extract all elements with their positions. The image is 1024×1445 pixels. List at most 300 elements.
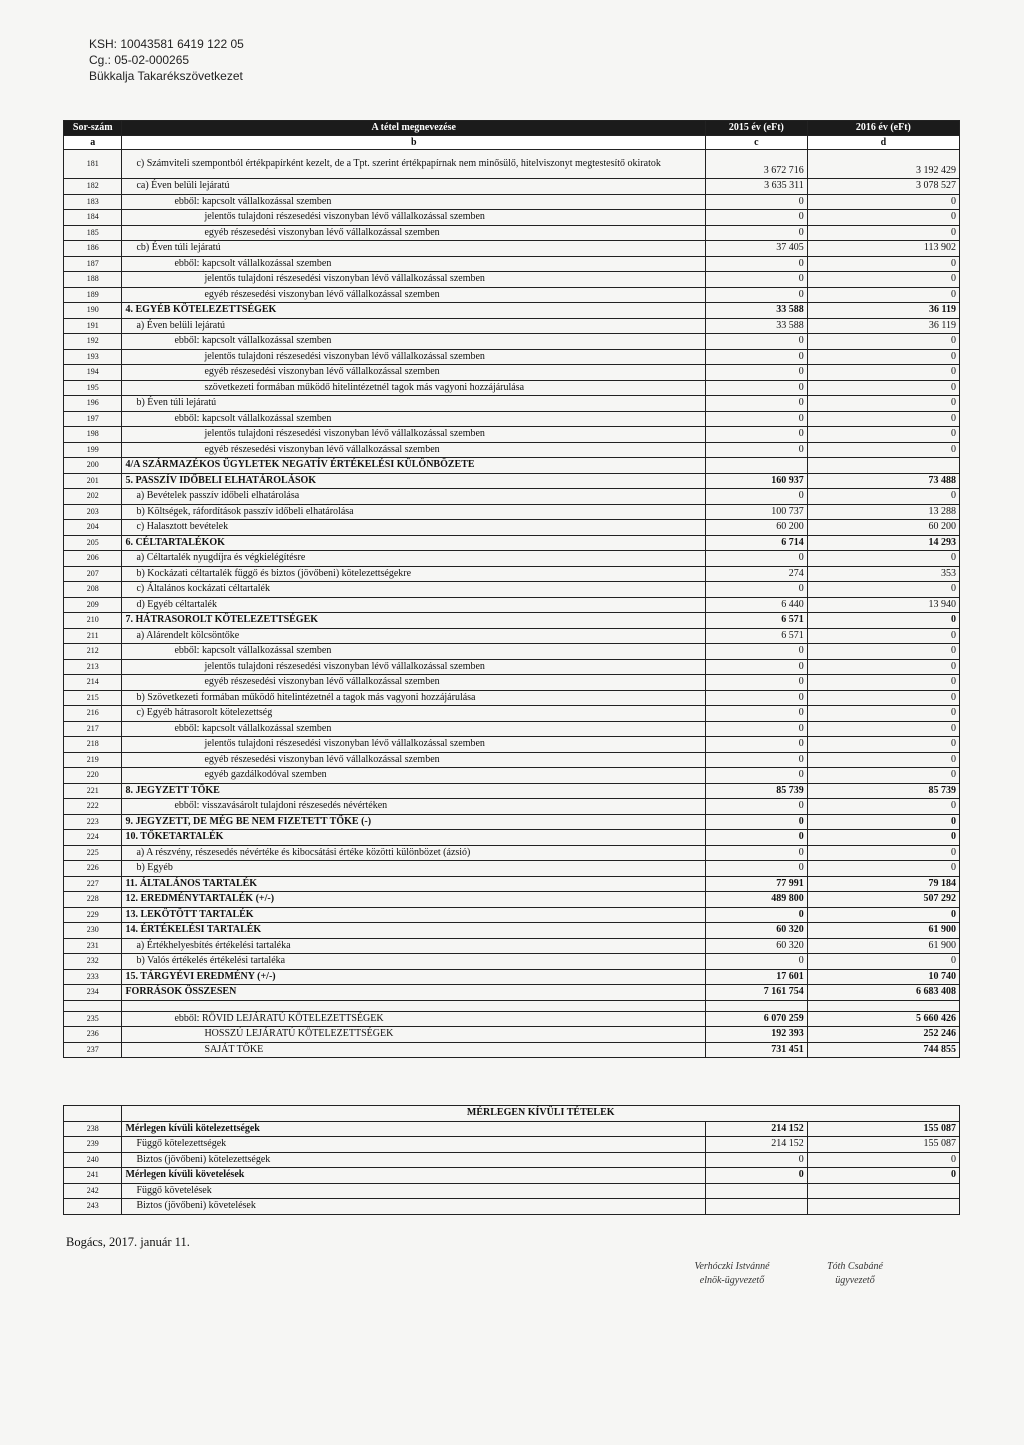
table-row: [64, 535, 960, 551]
value-2016: 0: [807, 706, 959, 722]
value-2016: 13 940: [807, 597, 959, 613]
value-2016: 0: [807, 582, 959, 598]
row-number: 204: [64, 520, 122, 536]
company-name: Bükkalja Takarékszövetkezet: [89, 69, 243, 83]
item-label: Biztos (jövőbeni) követelések: [122, 1199, 706, 1215]
value-2015: 85 739: [706, 783, 808, 799]
row-number: 223: [64, 814, 122, 830]
item-label: a) A részvény, részesedés névértéke és kibocsátási értéke közötti különbözet (ázsió): [122, 845, 706, 861]
value-2016: 0: [807, 287, 959, 303]
table-row: [64, 907, 960, 923]
row-number: 217: [64, 721, 122, 737]
value-2015: 33 588: [706, 303, 808, 319]
value-2016: 0: [807, 737, 959, 753]
value-2015: 0: [706, 675, 808, 691]
table-row: [64, 690, 960, 706]
row-number: 226: [64, 861, 122, 877]
value-2016: 0: [807, 628, 959, 644]
row-number: 216: [64, 706, 122, 722]
value-2015: 0: [706, 427, 808, 443]
value-2016: 0: [807, 210, 959, 226]
ksh-number: KSH: 10043581 6419 122 05: [89, 37, 244, 51]
table-row: [64, 442, 960, 458]
item-label: egyéb gazdálkodóval szemben: [122, 768, 706, 784]
value-2015: 33 588: [706, 318, 808, 334]
off-balance-table: [63, 1105, 960, 1215]
value-2016: 0: [807, 396, 959, 412]
value-2015: 0: [706, 380, 808, 396]
table-row: [64, 504, 960, 520]
value-2015: 0: [706, 210, 808, 226]
row-number: 229: [64, 907, 122, 923]
signature1-role: elnök-ügyvezető: [699, 1275, 765, 1286]
value-2015: 0: [706, 706, 808, 722]
table-row: [64, 830, 960, 846]
spacer-cell: [64, 1000, 122, 1011]
value-2015: [706, 1183, 808, 1199]
signature-block-2: [810, 1260, 900, 1288]
item-label: a) Bevételek passzív időbeli elhatárolása: [122, 489, 706, 505]
value-2016: 0: [807, 907, 959, 923]
row-number: 201: [64, 473, 122, 489]
value-2015: 0: [706, 489, 808, 505]
table-row: [64, 814, 960, 830]
row-number: 200: [64, 458, 122, 474]
value-2015: 0: [706, 365, 808, 381]
header-2015: 2015 év (eFt): [706, 121, 808, 136]
item-label: 5. PASSZÍV IDŐBELI ELHATÁROLÁSOK: [122, 473, 706, 489]
value-2015: 0: [706, 830, 808, 846]
item-label: 12. EREDMÉNYTARTALÉK (+/-): [122, 892, 706, 908]
value-2016: 0: [807, 690, 959, 706]
value-2015: 0: [706, 721, 808, 737]
value-2015: 6 070 259: [706, 1011, 808, 1027]
value-2015: 3 635 311: [706, 179, 808, 195]
item-label: szövetkezeti formában működő hitelintézetnél tagok más vagyoni hozzájárulása: [122, 380, 706, 396]
balance-sheet-body: [64, 150, 960, 1058]
value-2016: 744 855: [807, 1042, 959, 1058]
value-2016: 0: [807, 194, 959, 210]
table-row: [64, 349, 960, 365]
table-row: [64, 737, 960, 753]
value-2016: 61 900: [807, 938, 959, 954]
row-number: 192: [64, 334, 122, 350]
table-row: [64, 194, 960, 210]
value-2015: 0: [706, 1152, 808, 1168]
value-2015: 0: [706, 225, 808, 241]
row-number: 241: [64, 1168, 122, 1184]
letter-c: c: [706, 136, 808, 150]
value-2016: 0: [807, 659, 959, 675]
row-number: 203: [64, 504, 122, 520]
row-number: 208: [64, 582, 122, 598]
item-label: egyéb részesedési viszonyban lévő vállalkozással szemben: [122, 442, 706, 458]
spacer-cell: [122, 1000, 706, 1011]
item-label: cb) Éven túli lejáratú: [122, 241, 706, 257]
row-number: 214: [64, 675, 122, 691]
row-number: 242: [64, 1183, 122, 1199]
value-2015: 274: [706, 566, 808, 582]
row-number: 197: [64, 411, 122, 427]
item-label: 14. ÉRTÉKELÉSI TARTALÉK: [122, 923, 706, 939]
table-row: [64, 396, 960, 412]
item-label: egyéb részesedési viszonyban lévő vállalkozással szemben: [122, 365, 706, 381]
value-2016: 0: [807, 830, 959, 846]
value-2016: 0: [807, 272, 959, 288]
table-row: [64, 954, 960, 970]
table-row: [64, 597, 960, 613]
value-2015: 0: [706, 954, 808, 970]
row-number: 222: [64, 799, 122, 815]
value-2015: 60 200: [706, 520, 808, 536]
item-label: Mérlegen kívüli követelések: [122, 1168, 706, 1184]
value-2016: 0: [807, 1152, 959, 1168]
value-2015: 0: [706, 690, 808, 706]
item-label: Mérlegen kívüli kötelezettségek: [122, 1121, 706, 1137]
value-2015: 77 991: [706, 876, 808, 892]
off-balance-spacer: [64, 1106, 122, 1122]
table-row: [64, 179, 960, 195]
row-number: 243: [64, 1199, 122, 1215]
value-2015: 0: [706, 442, 808, 458]
table-row: [64, 1168, 960, 1184]
item-label: ebből: RÖVID LEJÁRATÚ KÖTELEZETTSÉGEK: [122, 1011, 706, 1027]
item-label: a) Alárendelt kölcsöntőke: [122, 628, 706, 644]
row-number: 236: [64, 1027, 122, 1043]
spacer-row: [64, 1000, 960, 1011]
value-2015: 6 714: [706, 535, 808, 551]
value-2015: [706, 458, 808, 474]
table-row: [64, 985, 960, 1001]
table-row: [64, 458, 960, 474]
row-number: 190: [64, 303, 122, 319]
value-2016: 0: [807, 334, 959, 350]
value-2016: 61 900: [807, 923, 959, 939]
value-2015: 0: [706, 1168, 808, 1184]
table-row: [64, 380, 960, 396]
item-label: jelentős tulajdoni részesedési viszonyban lévő vállalkozással szemben: [122, 427, 706, 443]
value-2016: 73 488: [807, 473, 959, 489]
item-label: a) Céltartalék nyugdíjra és végkielégítésre: [122, 551, 706, 567]
value-2015: 214 152: [706, 1121, 808, 1137]
value-2015: 17 601: [706, 969, 808, 985]
value-2015: 37 405: [706, 241, 808, 257]
value-2016: 3 078 527: [807, 179, 959, 195]
table-row: [64, 566, 960, 582]
row-number: 191: [64, 318, 122, 334]
table-row: [64, 876, 960, 892]
item-label: ebből: kapcsolt vállalkozással szemben: [122, 411, 706, 427]
table-row: [64, 520, 960, 536]
value-2015: 0: [706, 551, 808, 567]
value-2016: 0: [807, 365, 959, 381]
value-2016: 0: [807, 814, 959, 830]
value-2015: 0: [706, 194, 808, 210]
row-number: 182: [64, 179, 122, 195]
value-2015: 3 672 716: [706, 150, 808, 179]
row-number: 198: [64, 427, 122, 443]
row-number: 189: [64, 287, 122, 303]
row-number: 238: [64, 1121, 122, 1137]
table-row: [64, 799, 960, 815]
item-label: Biztos (jövőbeni) kötelezettségek: [122, 1152, 706, 1168]
value-2015: 6 440: [706, 597, 808, 613]
value-2015: 0: [706, 907, 808, 923]
table-row: [64, 225, 960, 241]
item-label: ebből: kapcsolt vállalkozással szemben: [122, 721, 706, 737]
value-2015: 0: [706, 659, 808, 675]
table-row: [64, 150, 960, 179]
value-2015: [706, 1199, 808, 1215]
value-2016: 36 119: [807, 303, 959, 319]
row-number: 183: [64, 194, 122, 210]
item-label: HOSSZÚ LEJÁRATÚ KÖTELEZETTSÉGEK: [122, 1027, 706, 1043]
table-row: [64, 768, 960, 784]
header-2016: 2016 év (eFt): [807, 121, 959, 136]
row-number: 185: [64, 225, 122, 241]
item-label: 4. EGYÉB KÖTELEZETTSÉGEK: [122, 303, 706, 319]
row-number: 221: [64, 783, 122, 799]
item-label: egyéb részesedési viszonyban lévő vállalkozással szemben: [122, 225, 706, 241]
value-2016: 14 293: [807, 535, 959, 551]
item-label: Függő kötelezettségek: [122, 1137, 706, 1153]
signature1-name: Verhóczki Istvánné: [694, 1261, 770, 1272]
table-row: [64, 845, 960, 861]
value-2016: 0: [807, 256, 959, 272]
value-2016: 0: [807, 861, 959, 877]
signature2-name: Tóth Csabáné: [827, 1261, 883, 1272]
table-row: [64, 1027, 960, 1043]
value-2015: 0: [706, 582, 808, 598]
value-2016: 155 087: [807, 1137, 959, 1153]
row-number: 193: [64, 349, 122, 365]
value-2016: 507 292: [807, 892, 959, 908]
item-label: jelentős tulajdoni részesedési viszonyban lévő vállalkozással szemben: [122, 349, 706, 365]
row-number: 209: [64, 597, 122, 613]
value-2016: [807, 1199, 959, 1215]
item-label: 4/A SZÁRMAZÉKOS ÜGYLETEK NEGATÍV ÉRTÉKELÉSI KÜLÖNBÖZETE: [122, 458, 706, 474]
value-2015: 0: [706, 334, 808, 350]
value-2015: 0: [706, 287, 808, 303]
item-label: 8. JEGYZETT TŐKE: [122, 783, 706, 799]
item-label: b) Éven túli lejáratú: [122, 396, 706, 412]
table-row: [64, 365, 960, 381]
letter-d: d: [807, 136, 959, 150]
table-row: [64, 1011, 960, 1027]
value-2016: 10 740: [807, 969, 959, 985]
balance-sheet-table: [63, 120, 960, 1058]
row-number: 181: [64, 150, 122, 179]
table-row: [64, 411, 960, 427]
row-number: 207: [64, 566, 122, 582]
table-row: [64, 752, 960, 768]
value-2016: 6 683 408: [807, 985, 959, 1001]
place-date: Bogács, 2017. január 11.: [66, 1235, 190, 1249]
table-row: [64, 287, 960, 303]
value-2016: 0: [807, 1168, 959, 1184]
table-row: [64, 489, 960, 505]
value-2016: 0: [807, 721, 959, 737]
table-row: [64, 923, 960, 939]
table-row: [64, 721, 960, 737]
row-number: 196: [64, 396, 122, 412]
value-2016: 0: [807, 644, 959, 660]
off-balance-body: [64, 1121, 960, 1214]
item-label: b) Valós értékelés értékelési tartaléka: [122, 954, 706, 970]
value-2015: 0: [706, 256, 808, 272]
value-2015: 192 393: [706, 1027, 808, 1043]
item-label: jelentős tulajdoni részesedési viszonyban lévő vállalkozással szemben: [122, 737, 706, 753]
table-row: [64, 241, 960, 257]
signature-block-1: [672, 1260, 792, 1288]
value-2015: 6 571: [706, 628, 808, 644]
value-2015: 731 451: [706, 1042, 808, 1058]
item-label: 9. JEGYZETT, DE MÉG BE NEM FIZETETT TŐKE (-): [122, 814, 706, 830]
row-number: 233: [64, 969, 122, 985]
value-2016: [807, 458, 959, 474]
row-number: 232: [64, 954, 122, 970]
value-2016: 13 288: [807, 504, 959, 520]
item-label: 10. TŐKETARTALÉK: [122, 830, 706, 846]
header-row-number: Sor-szám: [64, 121, 122, 136]
value-2015: 0: [706, 768, 808, 784]
value-2016: 252 246: [807, 1027, 959, 1043]
value-2016: 113 902: [807, 241, 959, 257]
value-2015: 0: [706, 272, 808, 288]
item-label: d) Egyéb céltartalék: [122, 597, 706, 613]
value-2016: 0: [807, 954, 959, 970]
row-number: 202: [64, 489, 122, 505]
row-number: 186: [64, 241, 122, 257]
value-2016: [807, 1183, 959, 1199]
table-row: [64, 582, 960, 598]
item-label: Függő követelések: [122, 1183, 706, 1199]
value-2016: 155 087: [807, 1121, 959, 1137]
item-label: a) Értékhelyesbítés értékelési tartaléka: [122, 938, 706, 954]
row-number: 228: [64, 892, 122, 908]
value-2015: 100 737: [706, 504, 808, 520]
item-label: SAJÁT TŐKE: [122, 1042, 706, 1058]
value-2015: 0: [706, 411, 808, 427]
value-2015: 0: [706, 349, 808, 365]
row-number: 235: [64, 1011, 122, 1027]
table-row: [64, 969, 960, 985]
value-2015: 160 937: [706, 473, 808, 489]
row-number: 237: [64, 1042, 122, 1058]
table-row: [64, 644, 960, 660]
item-label: 15. TÁRGYÉVI EREDMÉNY (+/-): [122, 969, 706, 985]
value-2015: 7 161 754: [706, 985, 808, 1001]
value-2015: 0: [706, 861, 808, 877]
item-label: egyéb részesedési viszonyban lévő vállalkozással szemben: [122, 675, 706, 691]
row-number: 219: [64, 752, 122, 768]
table-row: [64, 427, 960, 443]
table-row: [64, 256, 960, 272]
letter-a: a: [64, 136, 122, 150]
item-label: b) Kockázati céltartalék függő és biztos (jövőbeni) kötelezettségekre: [122, 566, 706, 582]
table-row: [64, 1137, 960, 1153]
row-number: 194: [64, 365, 122, 381]
value-2016: 79 184: [807, 876, 959, 892]
table-row: [64, 1121, 960, 1137]
value-2016: 0: [807, 799, 959, 815]
value-2015: 60 320: [706, 923, 808, 939]
table-row: [64, 613, 960, 629]
value-2016: 0: [807, 613, 959, 629]
table-row: [64, 1199, 960, 1215]
item-label: ebből: kapcsolt vállalkozással szemben: [122, 256, 706, 272]
row-number: 234: [64, 985, 122, 1001]
table-row: [64, 551, 960, 567]
value-2016: 0: [807, 551, 959, 567]
value-2016: 5 660 426: [807, 1011, 959, 1027]
value-2016: 353: [807, 566, 959, 582]
item-label: FORRÁSOK ÖSSZESEN: [122, 985, 706, 1001]
item-label: c) Általános kockázati céltartalék: [122, 582, 706, 598]
row-number: 231: [64, 938, 122, 954]
item-label: 6. CÉLTARTALÉKOK: [122, 535, 706, 551]
value-2016: 0: [807, 489, 959, 505]
item-label: 7. HÁTRASOROLT KÖTELEZETTSÉGEK: [122, 613, 706, 629]
item-label: ebből: kapcsolt vállalkozással szemben: [122, 194, 706, 210]
item-label: b) Költségek, ráfordítások passzív időbeli elhatárolása: [122, 504, 706, 520]
table-row: [64, 272, 960, 288]
item-label: a) Éven belüli lejáratú: [122, 318, 706, 334]
item-label: jelentős tulajdoni részesedési viszonyban lévő vállalkozással szemben: [122, 659, 706, 675]
value-2016: 0: [807, 380, 959, 396]
item-label: c) Halasztott bevételek: [122, 520, 706, 536]
letter-b: b: [122, 136, 706, 150]
item-label: ebből: kapcsolt vállalkozással szemben: [122, 644, 706, 660]
row-number: 225: [64, 845, 122, 861]
table-row: [64, 318, 960, 334]
table-row: [64, 1183, 960, 1199]
table-row: [64, 1152, 960, 1168]
value-2016: 85 739: [807, 783, 959, 799]
item-label: 11. ÁLTALÁNOS TARTALÉK: [122, 876, 706, 892]
spacer-cell: [807, 1000, 959, 1011]
row-number: 206: [64, 551, 122, 567]
value-2015: 0: [706, 814, 808, 830]
table-row: [64, 1042, 960, 1058]
item-label: ca) Éven belüli lejáratú: [122, 179, 706, 195]
table-row: [64, 783, 960, 799]
table-row: [64, 334, 960, 350]
value-2016: 0: [807, 427, 959, 443]
item-label: c) Számviteli szempontból értékpapírként kezelt, de a Tpt. szerint értékpapírnak nem minősülő, hitelviszonyt megtestesítő okiratok: [122, 150, 706, 179]
row-number: 212: [64, 644, 122, 660]
value-2015: 489 800: [706, 892, 808, 908]
item-label: egyéb részesedési viszonyban lévő vállalkozással szemben: [122, 287, 706, 303]
off-balance-title: MÉRLEGEN KÍVÜLI TÉTELEK: [122, 1106, 960, 1122]
table-row: [64, 861, 960, 877]
value-2016: 0: [807, 768, 959, 784]
value-2016: 0: [807, 675, 959, 691]
row-number: 188: [64, 272, 122, 288]
row-number: 199: [64, 442, 122, 458]
table-row: [64, 659, 960, 675]
value-2015: 0: [706, 737, 808, 753]
row-number: 227: [64, 876, 122, 892]
item-label: b) Szövetkezeti formában működő hitelintézetnél a tagok más vagyoni hozzájárulása: [122, 690, 706, 706]
row-number: 211: [64, 628, 122, 644]
table-row: [64, 303, 960, 319]
table-row: [64, 706, 960, 722]
item-label: jelentős tulajdoni részesedési viszonyban lévő vállalkozással szemben: [122, 210, 706, 226]
row-number: 218: [64, 737, 122, 753]
row-number: 240: [64, 1152, 122, 1168]
row-number: 205: [64, 535, 122, 551]
